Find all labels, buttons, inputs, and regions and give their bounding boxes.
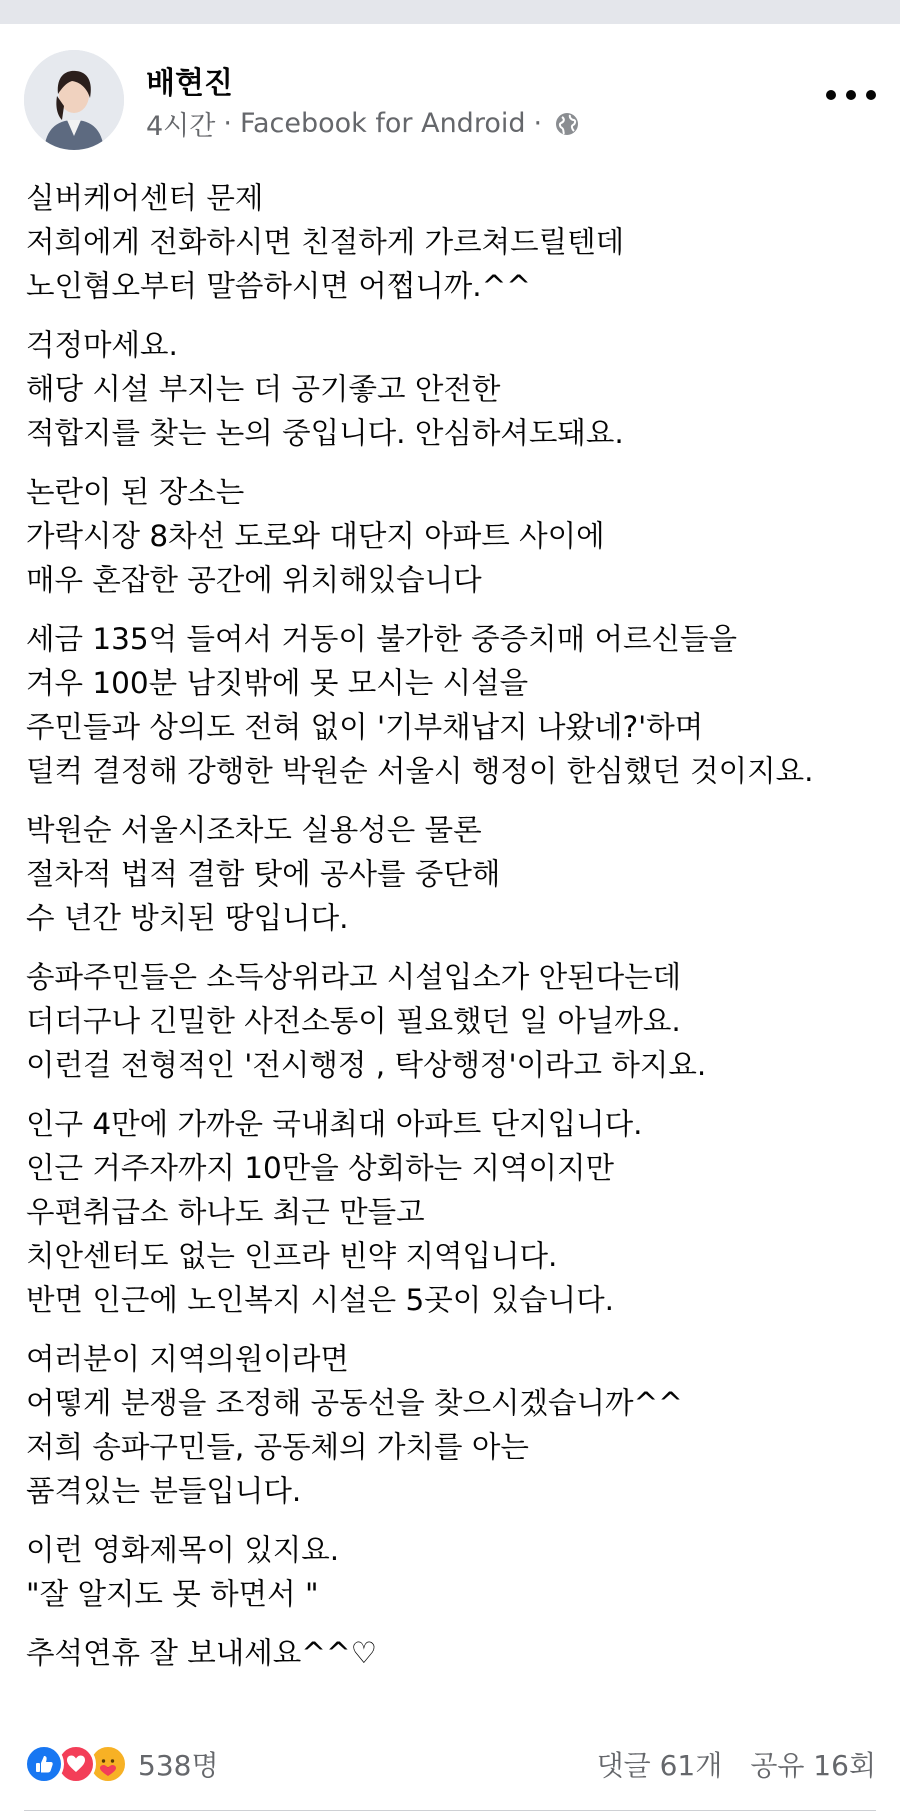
post-text-line: 인근 거주자까지 10만을 상회하는 지역이지만 [26,1151,614,1185]
post-paragraph [26,1337,886,1513]
post-paragraph [26,955,886,1087]
post-paragraph [26,470,886,602]
more-dot-icon [826,90,836,100]
post-text-line: 치안센터도 없는 인프라 빈약 지역입니다. [26,1239,558,1273]
post-text-line: 세금 135억 들여서 거동이 불가한 중증치매 어르신들을 [26,622,738,656]
author-name[interactable]: 배현진 [146,66,233,101]
post-paragraph [26,1528,886,1616]
more-options-button[interactable] [826,80,876,110]
post-text-line: 품격있는 분들입니다. [26,1474,302,1508]
post-text-line: 주민들과 상의도 전혀 없이 '기부채납지 나왔네?'하며 [26,710,704,744]
post-text-line: 박원순 서울시조차도 실용성은 물론 [26,813,482,847]
meta-separator: · [223,108,232,139]
post-text-line: 저희에게 전화하시면 친절하게 가르쳐드릴텐데 [26,225,625,259]
post-text-line: 노인혐오부터 말씀하시면 어쩝니까.^^ [26,269,532,303]
post-text-line: 이런 영화제목이 있지요. [26,1533,340,1567]
author-avatar[interactable] [24,50,124,150]
comment-count-link[interactable]: 댓글 61개 [596,1749,723,1782]
post-text-line: 반면 인근에 노인복지 시설은 5곳이 있습니다. [26,1283,614,1317]
post-text-line: 우편취급소 하나도 최근 만들고 [26,1195,425,1229]
post-text-line: 논란이 된 장소는 [26,475,245,509]
post-paragraph [26,323,886,455]
post-text-line: 가락시장 8차선 도로와 대단지 아파트 사이에 [26,519,605,553]
post-paragraph [26,1631,886,1675]
post-text-line: "잘 알지도 못 하면서 " [26,1577,319,1611]
post-text-line: 저희 송파구민들, 공동체의 가치를 아는 [26,1430,529,1464]
post-text-line: 매우 혼잡한 공간에 위치해있습니다 [26,563,482,597]
post-text-line: 해당 시설 부지는 더 공기좋고 안전한 [26,372,501,406]
post-text-line: 덜컥 결정해 강행한 박원순 서울시 행정이 한심했던 것이지요. [26,754,814,788]
post-text-line: 이런걸 전형적인 '전시행정 , 탁상행정'이라고 하지요. [26,1048,707,1082]
more-dot-icon [846,90,856,100]
post-text-line: 추석연휴 잘 보내세요^^♡ [26,1636,378,1670]
share-count-link[interactable]: 공유 16회 [750,1749,876,1782]
post-stats [597,1738,876,1790]
post-text-line: 겨우 100분 남짓밖에 못 모시는 시설을 [26,666,529,700]
post-text-line: 송파주민들은 소득상위라고 시설입소가 안된다는데 [26,960,682,994]
avatar-image [24,50,124,150]
footer-divider [24,1810,876,1811]
post-time[interactable]: 4시간 [146,111,216,142]
post-paragraph [26,617,886,793]
post-paragraph [26,1102,886,1322]
post-text-line: 어떻게 분쟁을 조정해 공동선을 찾으시겠습니까^^ [26,1386,683,1420]
post-text-line: 여러분이 지역의원이라면 [26,1342,349,1376]
post-footer [24,1738,876,1790]
post-text-line: 인구 4만에 가까운 국내최대 아파트 단지입니다. [26,1107,643,1141]
post-source: Facebook for Android [239,108,526,139]
post-text-line: 걱정마세요. [26,328,178,362]
post-paragraph [26,808,886,940]
reactions-summary[interactable] [24,1738,219,1790]
facebook-post [0,24,900,1813]
more-dot-icon [866,90,876,100]
post-text-line: 적합지를 찾는 논의 중입니다. 안심하셔도돼요. [26,416,624,450]
globe-icon [554,111,580,137]
post-text-line: 수 년간 방치된 땅입니다. [26,901,349,935]
post-text-line: 절차적 법적 결함 탓에 공사를 중단해 [26,857,501,891]
meta-separator: · [533,108,543,139]
post-body [26,176,886,1690]
post-text-line: 실버케어센터 문제 [26,181,264,215]
post-paragraph [26,176,886,308]
post-meta [146,104,580,143]
post-text-line: 더더구나 긴밀한 사전소통이 필요했던 일 아닐까요. [26,1004,681,1038]
reaction-count: 538명 [138,1749,219,1782]
post-header [24,50,876,150]
feed-separator [0,0,900,24]
like-icon [24,1744,64,1784]
